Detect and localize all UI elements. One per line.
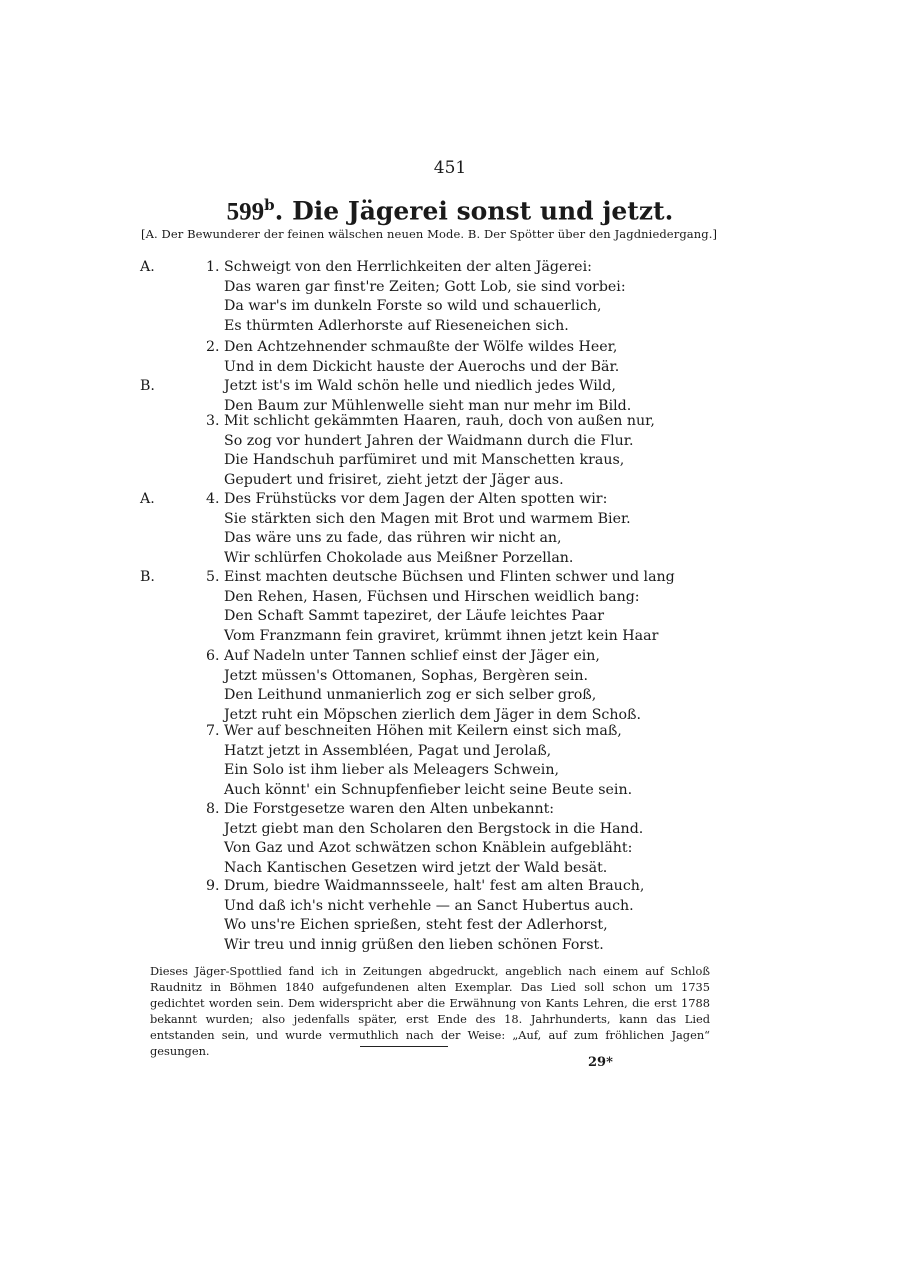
verse-line xyxy=(140,800,660,820)
verse-line xyxy=(140,839,660,859)
verse-line xyxy=(140,781,660,801)
verse-text: Jetzt ruht ein Möpschen zierlich dem Jäger in dem Schoß. xyxy=(224,706,642,723)
verse-text: So zog vor hundert Jahren der Waidmann durch die Flur. xyxy=(224,432,634,449)
verse-line xyxy=(140,529,660,549)
verse-text: Auch könnt' ein Schnupfenfieber leicht seine Beute sein. xyxy=(224,781,633,798)
stanza-number: 8. xyxy=(206,801,220,817)
verse-text: Ein Solo ist ihm lieber als Meleagers Schwein, xyxy=(224,762,559,778)
song-title-text: Die Jägerei sonst und jetzt. xyxy=(292,196,674,226)
stanza xyxy=(140,490,660,568)
verse-line xyxy=(140,490,660,510)
verse-line xyxy=(140,451,660,471)
verse-line xyxy=(140,278,660,298)
stanza-number: 1. xyxy=(206,259,220,275)
verse-text: Jetzt giebt man den Scholaren den Bergstock in die Hand. xyxy=(224,820,644,837)
verse-line xyxy=(140,936,660,956)
verse-text: Den Achtzehnender schmaußte der Wölfe wildes Heer, xyxy=(224,339,618,355)
verse-text: Das wäre uns zu fade, das rühren wir nicht an, xyxy=(224,530,562,546)
verse-line xyxy=(140,588,660,608)
verse-text: Nach Kantischen Gesetzen wird jetzt der Wald besät. xyxy=(224,859,608,876)
verse-text: Vom Franzmann fein graviret, krümmt ihnen jetzt kein Haar xyxy=(224,627,659,644)
verse-line xyxy=(140,897,660,917)
verse-text: Und daß ich's nicht verhehle — an Sanct Hubertus auch. xyxy=(224,897,634,914)
song-title xyxy=(0,196,900,226)
verse-line xyxy=(140,859,660,879)
verse-text: Die Handschuh parfümiret und mit Manschetten kraus, xyxy=(224,452,625,468)
verse-line xyxy=(140,667,660,687)
verse-line xyxy=(140,916,660,936)
speaker-label: B. xyxy=(140,569,155,585)
verse-text: Den Rehen, Hasen, Füchsen und Hirschen weidlich bang: xyxy=(224,588,640,605)
verse-line xyxy=(140,607,660,627)
verse-text: Den Schaft Sammt tapeziret, der Läufe leichtes Paar xyxy=(224,608,604,624)
stanza-number: 2. xyxy=(206,339,220,355)
stanza xyxy=(140,338,660,416)
verse-line xyxy=(140,258,660,278)
stanza xyxy=(140,877,660,955)
stanza-number: 7. xyxy=(206,723,220,739)
verse-line xyxy=(140,627,660,647)
verse-text: Den Baum zur Mühlenwelle sieht man nur mehr im Bild. xyxy=(224,397,632,414)
verse-text: Es thürmten Adlerhorste auf Rieseneichen sich. xyxy=(224,317,569,334)
verse-text: Jetzt ist's im Wald schön helle und niedlich jedes Wild, xyxy=(224,378,616,394)
verse-line xyxy=(140,820,660,840)
verse-line xyxy=(140,297,660,317)
verse-line xyxy=(140,722,660,742)
stanza-number: 3. xyxy=(206,413,220,429)
stanza xyxy=(140,647,660,725)
footnote: Dieses Jäger-Spottlied fand ich in Zeitungen abgedruckt, angeblich nach einem auf Schloß Raudnitz in Böhmen 1840 aufgefundenen alten Exemplar. Das Lied soll schon um 1735 gedichtet worden sein. Dem widerspricht aber die Erwähnung von Kants Lehren, die erst 1788 bekannt wurden; also jedenfalls später, erst Ende des 18. Jahrhunderts, kann das Lied entstanden sein, und wurde vermuthlich nach der Weise: „Auf, auf zum fröhlichen Jagen“ gesungen. xyxy=(150,964,710,1058)
verse-line xyxy=(140,568,675,588)
verse-line xyxy=(140,510,660,530)
stanza xyxy=(140,722,660,800)
page-number: 451 xyxy=(433,158,467,178)
verse-text: Auf Nadeln unter Tannen schlief einst der Jäger ein, xyxy=(224,648,600,664)
verse-line xyxy=(140,412,660,432)
song-number: 599 xyxy=(226,198,265,226)
verse-text: Die Forstgesetze waren den Alten unbekannt: xyxy=(224,801,555,817)
verse-line xyxy=(140,358,660,378)
verse-text: Mit schlicht gekämmten Haaren, rauh, doch von außen nur, xyxy=(224,413,655,429)
verse-text: Von Gaz und Azot schwätzen schon Knäblein aufgebläht: xyxy=(224,840,633,856)
verse-line xyxy=(140,377,660,397)
verse-line xyxy=(140,686,660,706)
verse-line xyxy=(140,877,660,897)
footnote-divider xyxy=(360,1046,448,1047)
stanza xyxy=(140,800,660,878)
verse-text: Gepudert und frisiret, zieht jetzt der Jäger aus. xyxy=(224,471,564,488)
stanza xyxy=(140,412,660,490)
verse-line xyxy=(140,549,660,569)
stanza xyxy=(140,258,660,336)
stanza-number: 5. xyxy=(206,569,220,585)
verse-text: Und in dem Dickicht hauste der Auerochs und der Bär. xyxy=(224,358,620,375)
verse-text: Wir treu und innig grüßen den lieben schönen Forst. xyxy=(224,936,604,953)
verse-text: Sie stärkten sich den Magen mit Brot und warmem Bier. xyxy=(224,510,631,527)
speaker-label: A. xyxy=(140,491,155,507)
verse-text: Schweigt von den Herrlichkeiten der alten Jägerei: xyxy=(224,259,592,275)
verse-text: Wer auf beschneiten Höhen mit Keilern einst sich maß, xyxy=(224,723,622,739)
title-dot: . xyxy=(274,196,293,226)
verse-line xyxy=(140,317,660,337)
stanza-number: 6. xyxy=(206,648,220,664)
speaker-label: B. xyxy=(140,378,155,394)
verse-text: Des Frühstücks vor dem Jagen der Alten spotten wir: xyxy=(224,491,608,507)
stanza-number: 9. xyxy=(206,878,220,894)
speaker-label: A. xyxy=(140,259,155,275)
verse-text: Jetzt müssen's Ottomanen, Sophas, Bergèren sein. xyxy=(224,667,589,684)
stanza-number: 4. xyxy=(206,491,220,507)
verse-text: Das waren gar finst're Zeiten; Gott Lob, sie sind vorbei: xyxy=(224,278,626,295)
verse-line xyxy=(140,471,660,491)
verse-text: Einst machten deutsche Büchsen und Flinten schwer und lang xyxy=(224,569,675,585)
verse-text: Da war's im dunkeln Forste so wild und schauerlich, xyxy=(224,298,602,314)
signature-mark: 29* xyxy=(588,1055,613,1070)
song-number-suffix: b xyxy=(264,196,275,214)
verse-line xyxy=(140,742,660,762)
verse-line xyxy=(140,647,660,667)
verse-text: Den Leithund unmanierlich zog er sich selber groß, xyxy=(224,687,597,703)
verse-text: Hatzt jetzt in Assembléen, Pagat und Jerolaß, xyxy=(224,742,552,759)
verse-text: Drum, biedre Waidmannsseele, halt' fest am alten Brauch, xyxy=(224,878,645,894)
speaker-legend: [A. Der Bewunderer der feinen wälschen neuen Mode. B. Der Spötter über den Jagdniedergang.] xyxy=(141,227,718,241)
verse-line xyxy=(140,432,660,452)
verse-text: Wo uns're Eichen sprießen, steht fest der Adlerhorst, xyxy=(224,917,608,933)
verse-line xyxy=(140,761,660,781)
verse-line xyxy=(140,338,660,358)
stanza xyxy=(140,568,675,646)
verse-text: Wir schlürfen Chokolade aus Meißner Porzellan. xyxy=(224,549,574,566)
